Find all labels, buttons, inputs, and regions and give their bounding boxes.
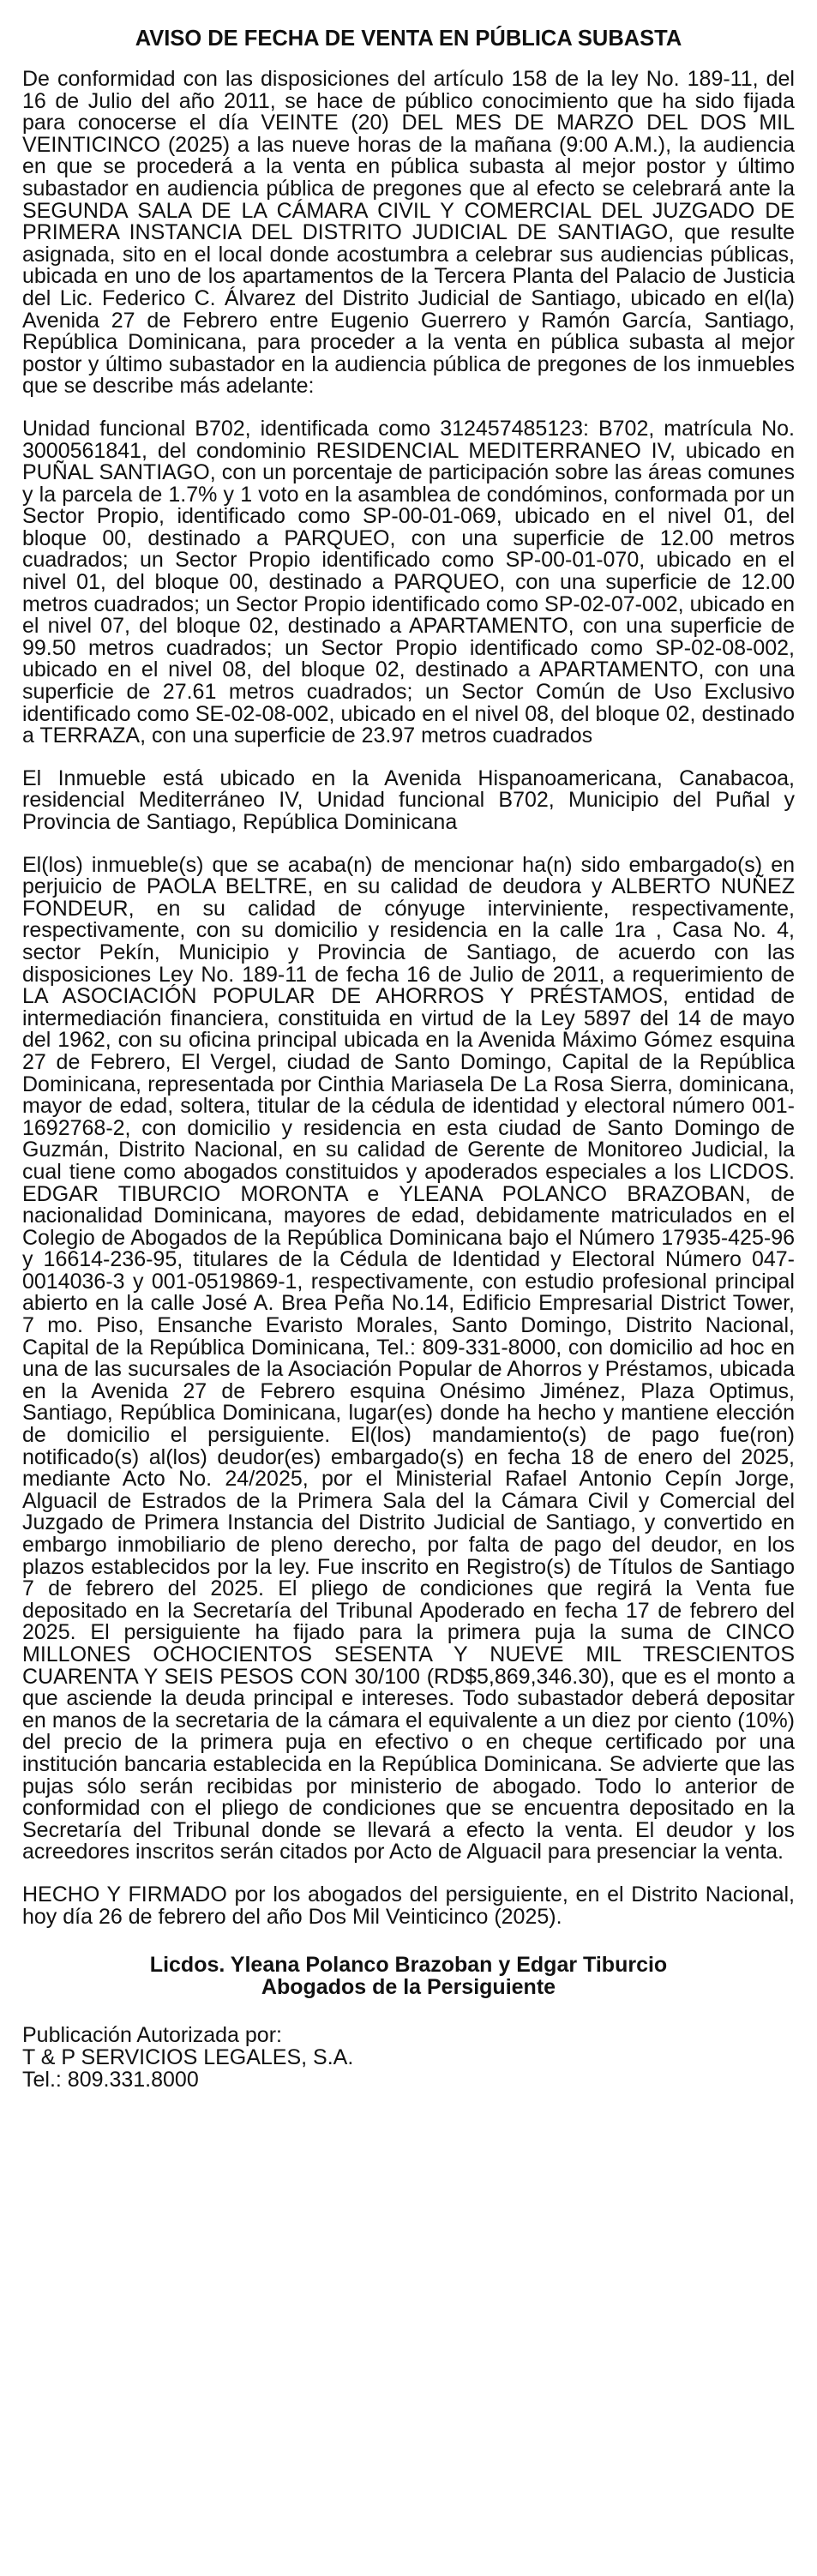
notice-title: AVISO DE FECHA DE VENTA EN PÚBLICA SUBASTA [135, 27, 682, 51]
publication-footer [22, 2024, 795, 2091]
signature-lawyers: Licdos. Yleana Polanco Brazoban y Edgar Tiburcio [149, 1953, 668, 1978]
notice-paragraph-intro: De conformidad con las disposiciones del artículo 158 de la ley No. 189-11, del 16 de Julio del año 2011, se hace de público conocimiento que ha sido fijada para conocerse el día VEINTE (20) DEL MES DE MARZO DEL DOS MIL VEINTICINCO (2025) a las nueve horas de la mañana (9:00 A.M.), la audiencia en que se procederá a la venta en pública subasta al mejor postor y último subastador en audiencia pública de pregones que al efecto se celebrará ante la SEGUNDA SALA DE LA CÁMARA CIVIL Y COMERCIAL DEL JUZGADO DE PRIMERA INSTANCIA DEL DISTRITO JUDICIAL DE SANTIAGO, que resulte asignada, sito en el local donde acostumbra a celebrar sus audiencias públicas, ubicada en uno de los apartamentos de la Tercera Planta del Palacio de Justicia del Lic. Federico C. Álvarez del Distrito Judicial de Santiago, ubicado en el(la) Avenida 27 de Febrero entre Eugenio Guerrero y Ramón García, Santiago, República Dominicana, para proceder a la venta en pública subasta al mejor postor y último subastador en la audiencia pública de pregones de los inmuebles que se describe más adelante: [22, 67, 795, 399]
footer-phone: Tel.: 809.331.8000 [22, 2068, 199, 2093]
signature-role: Abogados de la Persiguiente [261, 1975, 556, 2000]
notice-paragraph-signed: HECHO Y FIRMADO por los abogados del persiguiente, en el Distrito Nacional, hoy día 26 de febrero del año Dos Mil Veinticinco (2025). [22, 1882, 795, 1929]
footer-company: T & P SERVICIOS LEGALES, S.A. [22, 2045, 354, 2070]
notice-paragraph-seizure: El(los) inmueble(s) que se acaba(n) de mencionar ha(n) sido embargado(s) en perjuicio de PAOLA BELTRE, en su calidad de deudora y ALBERTO NUÑEZ FONDEUR, en su calidad de cónyuge interviniente, respectivamente, respectivamente, con su domicilio y residencia en la calle 1ra , Casa No. 4, sector Pekín, Municipio y Provincia de Santiago, de acuerdo con las disposiciones Ley No. 189-11 de fecha 16 de Julio de 2011, a requerimiento de LA ASOCIACIÓN POPULAR DE AHORROS Y PRÉSTAMOS, entidad de intermediación financiera, constituida en virtud de la Ley 5897 del 14 de mayo del 1962, con su oficina principal ubicada en la Avenida Máximo Gómez esquina 27 de Febrero, El Vergel, ciudad de Santo Domingo, Capital de la República Dominicana, representada por Cinthia Mariasela De La Rosa Sierra, dominicana, mayor de edad, soltera, titular de la cédula de identidad y electoral número 001-1692768-2, con domicilio y residencia en esta ciudad de Santo Domingo de Guzmán, Distrito Nacional, en su calidad de Gerente de Monitoreo Judicial, la cual tiene como abogados constituidos y apoderados especiales a los LICDOS. EDGAR TIBURCIO MORONTA e YLEANA POLANCO BRAZOBAN, de nacionalidad Dominicana, mayores de edad, debidamente matriculados en el Colegio de Abogados de la República Dominicana bajo el Número 17935-425-96 y 16614-236-95, titulares de la Cédula de Identidad y Electoral Número 047-0014036-3 y 001-0519869-1, respectivamente, con estudio profesional principal abierto en la calle José A. Brea Peña No.14, Edificio Empresarial District Tower, 7 mo. Piso, Ensanche Evaristo Morales, Santo Domingo, Distrito Nacional, Capital de la República Dominicana, Tel.: 809-331-8000, con domicilio ad hoc en una de las sucursales de la Asociación Popular de Ahorros y Préstamos, ubicada en la Avenida 27 de Febrero esquina Onésimo Jiménez, Plaza Optimus, Santiago, República Dominicana, lugar(es) donde ha hecho y mantiene elección de domicilio el persiguiente. El(los) mandamiento(s) de pago fue(ron) notificado(s) al(los) deudor(es) embargado(s) en fecha 18 de enero del 2025, mediante Acto No. 24/2025, por el Ministerial Rafael Antonio Cepín Jorge, Alguacil de Estrados de la Primera Sala del la Cámara Civil y Comercial del Juzgado de Primera Instancia del Distrito Judicial de Santiago, y convertido en embargo inmobiliario de pleno derecho, por falta de pago del deudor, en los plazos establecidos por la ley. Fue inscrito en Registro(s) de Títulos de Santiago 7 de febrero del 2025. El pliego de condiciones que regirá la Venta fue depositado en la Secretaría del Tribunal Apoderado en fecha 17 de febrero del 2025. El persiguiente ha fijado para la primera puja la suma de CINCO MILLONES OCHOCIENTOS SESENTA Y NUEVE MIL TRESCIENTOS CUARENTA Y SEIS PESOS CON 30/100 (RD$5,869,346.30), que es el monto a que asciende la deuda principal e intereses. Todo subastador deberá depositar en manos de la secretaria de la cámara el equivalente a un diez por ciento (10%) del precio de la primera puja en efectivo o en cheque certificado por una institución bancaria establecida en la República Dominicana. Se advierte que las pujas sólo serán recibidas por ministerio de abogado. Todo lo anterior de conformidad con el pliego de condiciones que se encuentra depositado en la Secretaría del Tribunal donde se llevará a efecto la venta. El deudor y los acreedores inscritos serán citados por Acto de Alguacil para presenciar la venta. [22, 852, 795, 1864]
notice-paragraph-property: Unidad funcional B702, identificada como 312457485123: B702, matrícula No. 3000561841, del condominio RESIDENCIAL MEDITERRANEO IV, ubicado en PUÑAL SANTIAGO, con un porcentaje de participación sobre las áreas comunes y la parcela de 1.7% y 1 voto en la asamblea de condóminos, conformada por un Sector Propio, identificado como SP-00-01-069, ubicado en el nivel 01, del bloque 00, destinado a PARQUEO, con una superficie de 12.00 metros cuadrados; un Sector Propio identificado como SP-00-01-070, ubicado en el nivel 01, del bloque 00, destinado a PARQUEO, con una superficie de 12.00 metros cuadrados; un Sector Propio identificado como SP-02-07-002, ubicado en el nivel 07, del bloque 02, destinado a APARTAMENTO, con una superficie de 99.50 metros cuadrados; un Sector Propio identificado como SP-02-08-002, ubicado en el nivel 08, del bloque 02, destinado a APARTAMENTO, con una superficie de 27.61 metros cuadrados; un Sector Común de Uso Exclusivo identificado como SE-02-08-002, ubicado en el nivel 08, del bloque 02, destinado a TERRAZA, con una superficie de 23.97 metros cuadrados [22, 416, 795, 748]
notice-paragraph-location: El Inmueble está ubicado en la Avenida Hispanoamericana, Canabacoa, residencial Mediterráneo IV, Unidad funcional B702, Municipio del Puñal y Provincia de Santiago, República Dominicana [22, 766, 795, 834]
footer-authorized: Publicación Autorizada por: [22, 2023, 282, 2048]
signature-block [22, 1954, 795, 1998]
